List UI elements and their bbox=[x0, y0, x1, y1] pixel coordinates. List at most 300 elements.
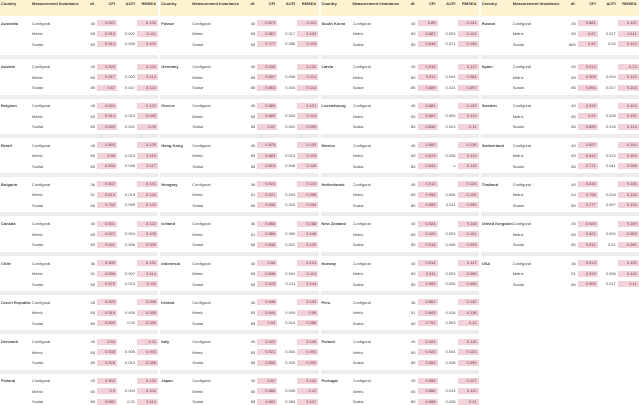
df-cell: 45 bbox=[411, 142, 416, 148]
df-cell: 66 bbox=[250, 202, 256, 208]
rmsea-cell: 0.122 bbox=[297, 64, 318, 70]
dcfi-cell bbox=[117, 260, 137, 266]
df-cell: 65 bbox=[411, 271, 416, 277]
dcfi-cell: 0.013 bbox=[285, 152, 296, 158]
cfi-cell: 0.837 bbox=[97, 181, 117, 187]
dcfi-cell bbox=[438, 339, 458, 345]
df-cell: 65 bbox=[250, 74, 256, 80]
dcfi-cell: 0.017 bbox=[605, 281, 616, 287]
df-cell: 45 bbox=[571, 181, 576, 187]
dcfi-cell: 0.004 bbox=[124, 388, 135, 394]
country-name: Indonesia bbox=[161, 260, 180, 266]
rmsea-cell: 0.118 bbox=[297, 163, 318, 169]
table-row bbox=[321, 297, 479, 308]
cfi-cell: 0.944 bbox=[257, 310, 277, 316]
measurement-cell: Metric bbox=[32, 153, 43, 159]
table-row bbox=[321, 18, 479, 29]
cfi-cell: 0.921 bbox=[257, 349, 277, 355]
rmsea-cell: 0.121 bbox=[618, 113, 639, 119]
cfi-cell: 0.894 bbox=[418, 360, 438, 366]
header-dcfi: ΔCFI bbox=[446, 1, 456, 6]
cfi-cell: 0.87 bbox=[257, 378, 277, 384]
table-row bbox=[160, 39, 318, 50]
table-row bbox=[481, 258, 639, 269]
df-cell: 65 bbox=[571, 231, 576, 237]
dcfi-cell: 0.010 bbox=[124, 359, 135, 365]
measurement-cell: Scalar bbox=[192, 360, 204, 366]
df-cell: 45 bbox=[250, 339, 256, 345]
rmsea-cell: 0.112 bbox=[618, 74, 639, 80]
df-cell: 45 bbox=[250, 378, 256, 384]
table-row bbox=[160, 61, 318, 72]
country-block bbox=[321, 55, 479, 94]
measurement-cell: Metric bbox=[32, 113, 43, 119]
cfi-cell: 0.862 bbox=[418, 113, 438, 119]
rmsea-cell: 0.084 bbox=[458, 74, 479, 80]
table-row bbox=[160, 357, 318, 368]
rmsea-cell: 0.094 bbox=[297, 202, 318, 208]
df-cell: 65 bbox=[411, 153, 416, 159]
table-row bbox=[481, 101, 639, 112]
df-cell: 36 bbox=[250, 181, 256, 187]
measurement-cell: Configural bbox=[192, 260, 211, 266]
df-cell: 85 bbox=[90, 242, 95, 248]
cfi-cell: 0.920 bbox=[418, 349, 438, 355]
measurement-cell: Metric bbox=[512, 113, 524, 119]
dcfi-cell bbox=[117, 378, 137, 384]
country-name: Denmark bbox=[1, 339, 19, 345]
df-cell: 85 bbox=[411, 124, 416, 130]
measurement-cell: Metric bbox=[352, 349, 364, 355]
header-country: Country bbox=[481, 1, 498, 6]
column-header bbox=[0, 0, 158, 16]
measurement-cell: Metric bbox=[352, 271, 364, 277]
measurement-cell: Metric bbox=[352, 74, 364, 80]
table-row bbox=[321, 101, 479, 112]
measurement-cell: Scalar bbox=[352, 399, 364, 405]
header-cfi: CFI bbox=[589, 1, 596, 6]
cfi-cell: 0.948 bbox=[257, 299, 277, 305]
df-cell: 45 bbox=[90, 103, 95, 109]
dcfi-cell: 0.009 bbox=[445, 113, 456, 119]
dcfi-cell bbox=[117, 181, 137, 187]
rmsea-cell: 0.099 bbox=[618, 231, 639, 237]
rmsea-cell: 0.098 bbox=[618, 163, 639, 169]
country-name: New Zealand bbox=[321, 221, 346, 227]
dcfi-cell: 0.017 bbox=[285, 30, 296, 36]
cfi-cell: 0.919 bbox=[578, 103, 598, 109]
dcfi-cell: 0.006 bbox=[124, 41, 135, 47]
table-column bbox=[160, 0, 318, 405]
table-row bbox=[481, 29, 639, 40]
measurement-cell: Metric bbox=[352, 192, 364, 198]
measurement-cell: Configural bbox=[32, 142, 51, 148]
table-row bbox=[0, 239, 158, 250]
measurement-cell: Configural bbox=[192, 103, 211, 109]
dcfi-cell: 0.015 bbox=[605, 152, 616, 158]
cfi-cell: 0.881 bbox=[97, 399, 117, 405]
country-block bbox=[0, 55, 158, 94]
table-row bbox=[321, 229, 479, 240]
measurement-cell: Scalar bbox=[352, 41, 364, 47]
rmsea-cell: 0.115 bbox=[458, 339, 479, 345]
country-block bbox=[481, 16, 639, 55]
measurement-cell: Configural bbox=[192, 339, 211, 345]
cfi-cell: 0.863 bbox=[257, 153, 277, 159]
df-cell: 65 bbox=[250, 310, 256, 316]
rmsea-cell: 0.146 bbox=[297, 231, 318, 237]
dcfi-cell bbox=[117, 142, 137, 148]
measurement-cell: Metric bbox=[352, 310, 364, 316]
table-row bbox=[0, 111, 158, 122]
rmsea-cell: 0.143 bbox=[137, 202, 158, 208]
table-row bbox=[481, 239, 639, 250]
measurement-cell: Metric bbox=[192, 31, 204, 37]
header-dcfi: ΔCFI bbox=[606, 1, 616, 6]
country-block bbox=[321, 16, 479, 55]
rmsea-cell: 0.124 bbox=[458, 31, 479, 37]
df-cell: 36 bbox=[90, 181, 95, 187]
df-cell: 45 bbox=[90, 20, 95, 26]
dcfi-cell: 0.013 bbox=[445, 388, 456, 394]
dcfi-cell: 0.046 bbox=[124, 163, 135, 169]
df-cell: 65 bbox=[250, 31, 256, 37]
cfi-cell: 0.911 bbox=[418, 74, 438, 80]
cfi-cell: 0.88 bbox=[97, 153, 117, 159]
measurement-cell: Metric bbox=[352, 113, 364, 119]
country-block bbox=[321, 95, 479, 134]
df-cell: 45 bbox=[411, 181, 416, 187]
rmsea-cell: 0.092 bbox=[137, 349, 158, 355]
dcfi-cell: 0.005 bbox=[124, 349, 135, 355]
cfi-cell: 0.914 bbox=[418, 260, 438, 266]
df-cell: 36 bbox=[250, 221, 256, 227]
table-row bbox=[481, 200, 639, 211]
table-row bbox=[160, 347, 318, 358]
cfi-cell: 0.881 bbox=[418, 103, 438, 109]
cfi-cell: 0.898 bbox=[97, 271, 117, 277]
rmsea-cell: 0.131 bbox=[137, 260, 158, 266]
table-row bbox=[0, 179, 158, 190]
measurement-cell: Configural bbox=[352, 221, 371, 227]
table-row bbox=[481, 82, 639, 93]
measurement-cell: Metric bbox=[352, 231, 364, 237]
measurement-cell: Scalar bbox=[32, 41, 44, 47]
cfi-cell: 0.915 bbox=[418, 64, 438, 70]
df-cell: 51 bbox=[90, 271, 95, 277]
cfi-cell: 0.929 bbox=[578, 221, 598, 227]
dcfi-cell: 0.018 bbox=[445, 309, 456, 315]
df-cell: 45 bbox=[411, 20, 416, 26]
df-cell: 85 bbox=[571, 85, 576, 91]
measurement-cell: Configural bbox=[352, 181, 371, 187]
rmsea-cell: 0.132 bbox=[137, 20, 158, 26]
cfi-cell: 0.863 bbox=[257, 85, 277, 91]
country-name: South Korea bbox=[321, 20, 346, 26]
measurement-cell: Scalar bbox=[32, 281, 44, 287]
country-name: Iceland bbox=[161, 221, 176, 227]
cfi-cell: 0.920 bbox=[418, 231, 438, 237]
measurement-cell: Scalar bbox=[32, 360, 44, 366]
table-row bbox=[0, 229, 158, 240]
rmsea-cell: 0.124 bbox=[137, 64, 158, 70]
measurement-cell: Configural bbox=[32, 221, 51, 227]
header-rmsea: RMSEA bbox=[141, 1, 156, 6]
cfi-cell: 0.887 bbox=[418, 31, 438, 37]
table-row bbox=[321, 218, 479, 229]
rmsea-cell: 0.11 bbox=[137, 339, 158, 345]
table-row bbox=[321, 82, 479, 93]
measurement-cell: Metric bbox=[352, 31, 364, 37]
df-cell: 85 bbox=[411, 85, 416, 91]
dcfi-cell: 0.004 bbox=[285, 270, 296, 276]
cfi-cell: 0.875 bbox=[257, 142, 277, 148]
table-row bbox=[0, 200, 158, 211]
cfi-cell: 0.895 bbox=[418, 202, 438, 208]
dcfi-cell: 0.004 bbox=[445, 74, 456, 80]
table-row bbox=[160, 279, 318, 290]
measurement-cell: Metric bbox=[32, 74, 43, 80]
country-block bbox=[0, 252, 158, 291]
df-cell: 65 bbox=[411, 113, 416, 119]
rmsea-cell: 0.133 bbox=[137, 378, 158, 384]
country-block bbox=[321, 291, 479, 330]
cfi-cell: 0.909 bbox=[578, 74, 598, 80]
measurement-cell: Scalar bbox=[352, 320, 364, 326]
rmsea-cell: 0.101 bbox=[458, 349, 479, 355]
cfi-cell: 0.875 bbox=[97, 281, 117, 287]
df-cell: 65 bbox=[90, 349, 95, 355]
measurement-cell: Configural bbox=[352, 339, 371, 345]
rmsea-cell: 0.104 bbox=[137, 388, 158, 394]
rmsea-cell: 0.103 bbox=[297, 299, 318, 305]
country-name: Japan bbox=[161, 378, 173, 384]
table-row bbox=[160, 111, 318, 122]
header-dcfi: ΔCFI bbox=[285, 1, 296, 6]
measurement-cell: Metric bbox=[512, 231, 524, 237]
rmsea-cell: 0.124 bbox=[297, 260, 318, 266]
df-cell: 45 bbox=[571, 221, 576, 227]
df-cell: 45 bbox=[90, 142, 95, 148]
header-cfi: CFI bbox=[108, 1, 115, 6]
cfi-cell: 0.889 bbox=[257, 113, 277, 119]
measurement-cell: Configural bbox=[32, 20, 51, 26]
rmsea-cell: 0.106 bbox=[458, 192, 479, 198]
table-row bbox=[0, 376, 158, 387]
dcfi-cell: 0.008 bbox=[605, 113, 616, 119]
header-cfi: CFI bbox=[429, 1, 436, 6]
measurement-cell: Configural bbox=[32, 181, 51, 187]
rmsea-cell: 0.113 bbox=[618, 41, 639, 47]
measurement-cell: Configural bbox=[32, 299, 51, 305]
dcfi-cell bbox=[277, 378, 297, 384]
dcfi-cell: 0.011 bbox=[445, 202, 456, 208]
table-row bbox=[160, 150, 318, 161]
rmsea-cell: 0.09 bbox=[297, 310, 318, 316]
df-cell: 45 bbox=[90, 378, 95, 384]
rmsea-cell: 0.111 bbox=[137, 281, 158, 287]
measurement-cell: Scalar bbox=[352, 163, 364, 169]
table-row bbox=[321, 376, 479, 387]
cfi-cell: 0.815 bbox=[257, 163, 277, 169]
cfi-cell: 0.836 bbox=[418, 124, 438, 130]
column-header bbox=[321, 0, 479, 16]
table-column bbox=[0, 0, 158, 405]
df-cell: 45 bbox=[90, 221, 95, 227]
measurement-cell: Configural bbox=[32, 339, 51, 345]
df-cell: 65 bbox=[571, 153, 576, 159]
df-cell: 65 bbox=[90, 74, 95, 80]
table-row bbox=[0, 29, 158, 40]
df-cell: 36 bbox=[90, 260, 95, 266]
df-cell: 65 bbox=[411, 31, 416, 37]
table-row bbox=[321, 318, 479, 329]
table-row bbox=[160, 239, 318, 250]
df-cell: 65 bbox=[411, 192, 416, 198]
df-cell: 45 bbox=[90, 299, 95, 305]
table-row bbox=[160, 101, 318, 112]
cfi-cell: 0.881 bbox=[578, 20, 598, 26]
measurement-cell: Configural bbox=[352, 142, 371, 148]
cfi-cell: 0.917 bbox=[97, 74, 117, 80]
dcfi-cell bbox=[277, 260, 297, 266]
cfi-cell: 0.896 bbox=[578, 124, 598, 130]
cfi-cell: 0.81 bbox=[578, 41, 598, 47]
df-cell: 45 bbox=[250, 142, 256, 148]
measurement-cell: Configural bbox=[192, 181, 211, 187]
table-row bbox=[321, 61, 479, 72]
dcfi-cell bbox=[598, 260, 618, 266]
df-cell: 45 bbox=[411, 103, 416, 109]
measurement-cell: Configural bbox=[192, 299, 211, 305]
df-cell: 45 bbox=[411, 378, 416, 384]
cfi-cell: 0.866 bbox=[257, 221, 277, 227]
dcfi-cell: 0.023 bbox=[445, 123, 456, 129]
df-cell: 85 bbox=[250, 124, 256, 130]
dcfi-cell: 0.025 bbox=[285, 359, 296, 365]
table-row bbox=[0, 218, 158, 229]
df-cell: 65 bbox=[250, 153, 256, 159]
table-row bbox=[481, 18, 639, 29]
df-cell: 65 bbox=[90, 113, 95, 119]
rmsea-cell: 0.142 bbox=[297, 378, 318, 384]
dcfi-cell bbox=[598, 20, 618, 26]
dcfi-cell: 0.003 bbox=[124, 74, 135, 80]
table-row bbox=[0, 61, 158, 72]
df-cell: 51 bbox=[571, 271, 576, 277]
country-block bbox=[160, 95, 318, 134]
header-rmsea: RMSEA bbox=[462, 1, 477, 6]
country-name: Finland bbox=[1, 378, 16, 384]
rmsea-cell: 0.099 bbox=[458, 202, 479, 208]
df-cell: 85 bbox=[90, 320, 95, 326]
country-block bbox=[321, 212, 479, 251]
country-block bbox=[0, 212, 158, 251]
cfi-cell: 0.913 bbox=[578, 271, 598, 277]
dcfi-cell bbox=[438, 64, 458, 70]
cfi-cell: 0.802 bbox=[257, 399, 277, 405]
table-row bbox=[0, 308, 158, 319]
table-row bbox=[0, 140, 158, 151]
table-row bbox=[160, 122, 318, 133]
cfi-cell: 0.913 bbox=[578, 260, 598, 266]
cfi-cell: 0.9 bbox=[97, 388, 117, 394]
header-measurement: Measurement Invariance bbox=[32, 1, 79, 6]
country-block bbox=[0, 291, 158, 330]
cfi-cell: 0.834 bbox=[97, 163, 117, 169]
dcfi-cell: 0.004 bbox=[124, 231, 135, 237]
country-block bbox=[160, 55, 318, 94]
rmsea-cell: 0.133 bbox=[297, 142, 318, 148]
header-country: Country bbox=[1, 1, 17, 6]
rmsea-cell: 0.089 bbox=[137, 320, 158, 326]
rmsea-cell: 0.124 bbox=[618, 103, 639, 109]
df-cell: 45 bbox=[411, 64, 416, 70]
measurement-cell: Metric bbox=[192, 74, 204, 80]
df-cell: 65 bbox=[411, 349, 416, 355]
measurement-cell: Scalar bbox=[192, 124, 204, 130]
country-block bbox=[321, 330, 479, 369]
country-block bbox=[160, 212, 318, 251]
df-cell: 45 bbox=[571, 142, 576, 148]
measurement-cell: Metric bbox=[512, 31, 524, 37]
rmsea-cell: 0.114 bbox=[297, 113, 318, 119]
table-row bbox=[0, 72, 158, 83]
table-row bbox=[481, 279, 639, 290]
measurement-cell: Scalar bbox=[512, 41, 525, 47]
country-block bbox=[0, 370, 158, 405]
df-cell: 45 bbox=[411, 260, 416, 266]
df-cell: 45 bbox=[571, 64, 576, 70]
country-block bbox=[321, 134, 479, 173]
df-cell: 45 bbox=[250, 299, 256, 305]
country-name: Portugal bbox=[321, 378, 338, 384]
table-row bbox=[160, 308, 318, 319]
df-cell: 66 bbox=[250, 242, 256, 248]
country-name: France bbox=[161, 20, 175, 26]
measurement-cell: Configural bbox=[512, 260, 531, 266]
rmsea-cell: 0.098 bbox=[137, 299, 158, 305]
rmsea-cell: 0.118 bbox=[458, 221, 479, 227]
cfi-cell: 0.921 bbox=[257, 192, 277, 198]
cfi-cell: 0.886 bbox=[418, 388, 438, 394]
measurement-cell: Metric bbox=[32, 388, 43, 394]
df-cell: 45 bbox=[250, 64, 256, 70]
df-cell: 85 bbox=[90, 163, 95, 169]
dcfi-cell: 0.086 bbox=[285, 41, 296, 47]
rmsea-cell: 0.088 bbox=[297, 320, 318, 326]
rmsea-cell: 0.11 bbox=[458, 124, 479, 130]
df-cell: 65 bbox=[90, 153, 95, 159]
dcfi-cell: 0.022 bbox=[285, 241, 296, 247]
country-name: Sweden bbox=[481, 103, 497, 109]
column-header bbox=[160, 0, 318, 16]
country-name: Hungary bbox=[161, 181, 178, 187]
header-country: Country bbox=[321, 1, 337, 6]
measurement-cell: Scalar bbox=[192, 242, 204, 248]
dcfi-cell: 0.003 bbox=[445, 231, 456, 237]
measurement-cell: Metric bbox=[192, 231, 204, 237]
dcfi-cell: 0.041 bbox=[605, 163, 616, 169]
table-row bbox=[0, 18, 158, 29]
cfi-cell: 0.928 bbox=[97, 360, 117, 366]
cfi-cell: 0.905 bbox=[418, 281, 438, 287]
rmsea-cell: 0.124 bbox=[137, 85, 158, 91]
df-cell: 65 bbox=[90, 31, 95, 37]
dcfi-cell: 0.016 bbox=[285, 202, 296, 208]
country-block bbox=[160, 330, 318, 369]
table-row bbox=[160, 218, 318, 229]
